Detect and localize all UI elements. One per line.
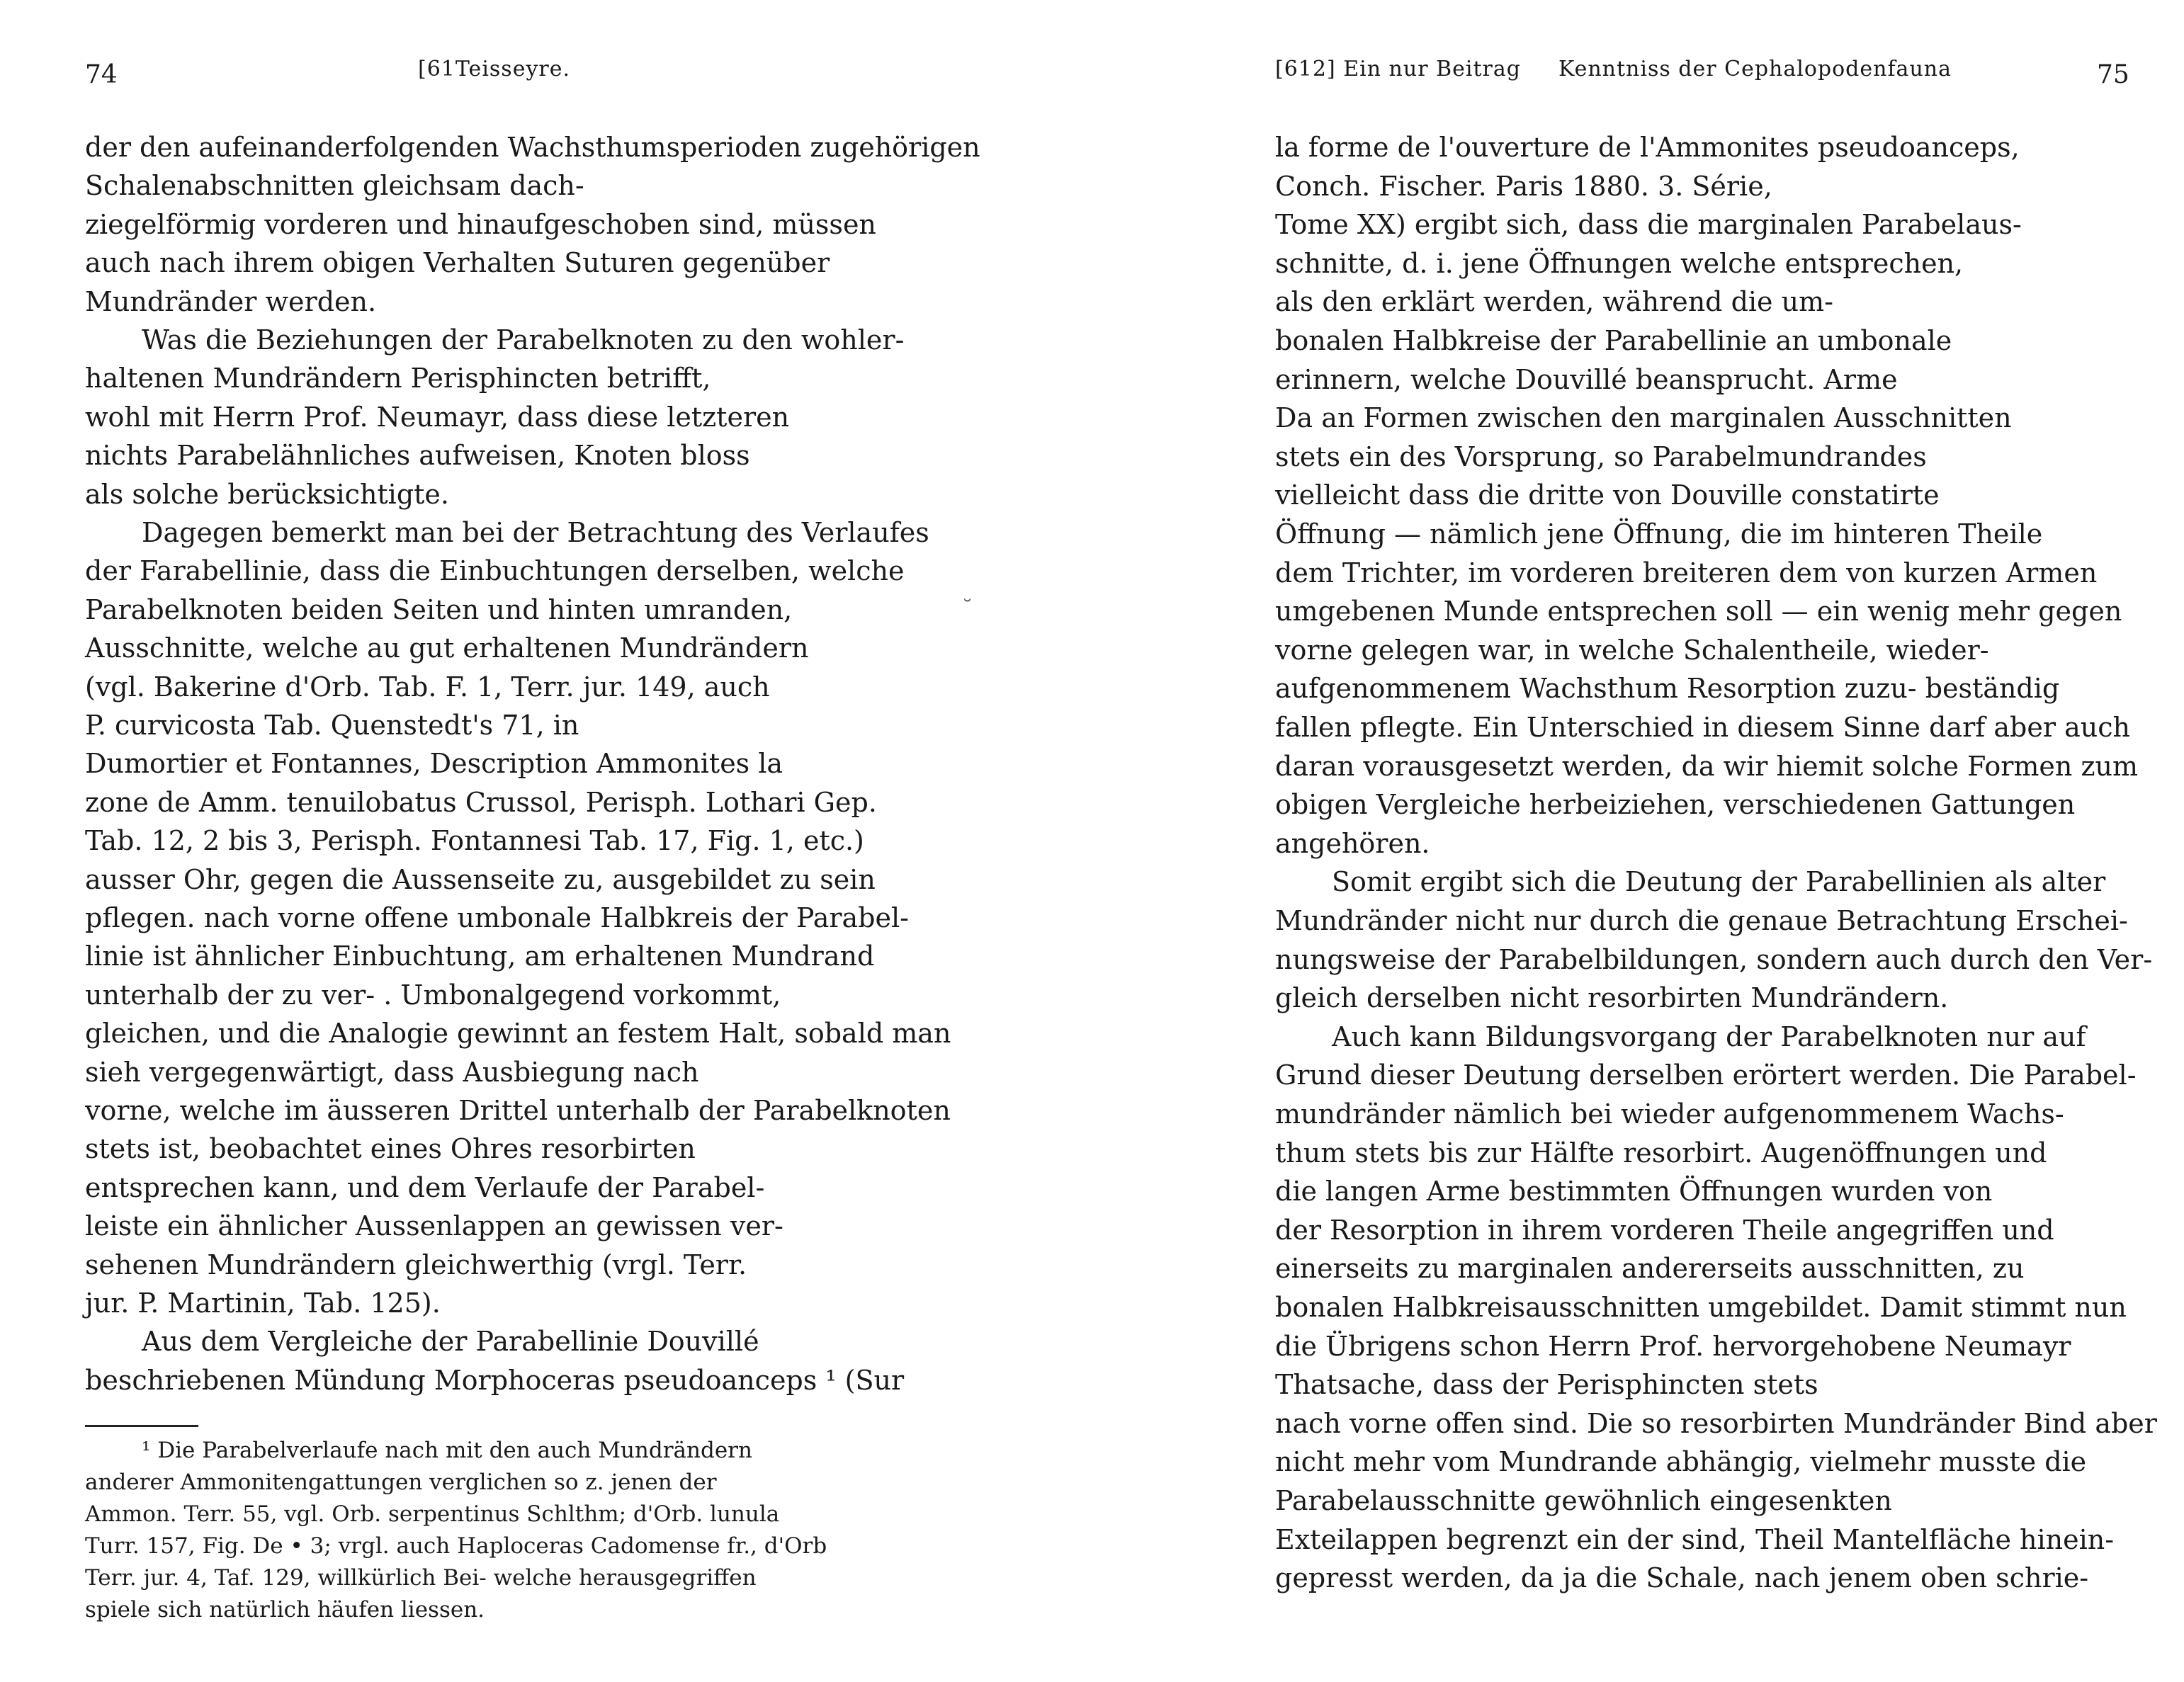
text-line: beschriebenen Mündung Morphoceras pseudoanceps ¹ (Sur <box>85 1364 905 1396</box>
text-line: als den erklärt werden, während die um- <box>1275 286 1833 318</box>
text-line: die Übrigens schon Herrn Prof. hervorgehobene Neumayr <box>1275 1330 2071 1362</box>
text-line: vielleicht dass die dritte von Douville constatirte <box>1275 479 1940 511</box>
text-line: la forme de l'ouverture de l'Ammonites pseudoanceps, <box>1275 132 2020 163</box>
text-line: sehenen Mundrändern gleichwerthig (vrgl. Terr. <box>85 1249 747 1280</box>
text-line: stets ist, beobachtet eines Ohres resorbirten <box>85 1133 696 1165</box>
right-page <box>1204 0 2184 1682</box>
text-line: bonalen Halbkreisausschnitten umgebildet. Damit stimmt nun <box>1275 1292 2127 1323</box>
text-line: angehören. <box>1275 827 1430 859</box>
text-line: der Farabellinie, dass die Einbuchtungen derselben, welche <box>85 555 905 587</box>
text-line: Tome XX) ergibt sich, dass die marginalen Parabelaus- <box>1275 209 2022 241</box>
text-line: aufgenommenem Wachsthum Resorption zuzu- beständig <box>1275 673 2060 705</box>
text-line: einerseits zu marginalen andererseits ausschnitten, zu <box>1275 1253 2025 1285</box>
text-line: gepresst werden, da ja die Schale, nach jenem oben schrie- <box>1275 1562 2089 1594</box>
text-line: Thatsache, dass der Perisphincten stets <box>1275 1369 1818 1401</box>
text-line: erinnern, welche Douvillé beansprucht. Arme <box>1275 363 1898 395</box>
text-line: sieh vergegenwärtigt, dass Ausbiegung nach <box>85 1056 699 1088</box>
footnote-line: spiele sich natürlich häufen liessen. <box>85 1597 485 1623</box>
text-line: ziegelförmig vorderen und hinaufgeschoben sind, müssen <box>85 208 876 240</box>
footnote-line: ¹ Die Parabelverlaufe nach mit den auch Mundrändern <box>142 1438 752 1463</box>
text-line: linie ist ähnlicher Einbuchtung, am erhaltenen Mundrand <box>85 941 875 972</box>
text-line: Exteilappen begrenzt ein der sind, Theil Mantelfläche hinein- <box>1275 1523 2115 1555</box>
text-line: dem Trichter, im vorderen breiteren dem von kurzen Armen <box>1275 557 2098 589</box>
text-line: nichts Parabelähnliches aufweisen, Knoten bloss <box>85 440 750 472</box>
text-line: gleich derselben nicht resorbirten Mundrändern. <box>1275 982 1949 1014</box>
text-line: Conch. Fischer. Paris 1880. 3. Série, <box>1275 170 1772 202</box>
text-line: stets ein des Vorsprung, so Parabelmundrandes <box>1275 441 1927 472</box>
footnote-rule <box>85 1425 198 1427</box>
scan-artifact: ˘ <box>962 596 973 621</box>
text-line: vorne gelegen war, in welche Schalentheile, wieder- <box>1275 634 1989 666</box>
text-line: Öffnung — nämlich jene Öffnung, die im hinteren Theile <box>1275 518 2043 550</box>
text-line: Mundränder werden. <box>85 285 377 317</box>
text-line: wohl mit Herrn Prof. Neumayr, dass diese letzteren <box>85 401 790 433</box>
text-line: mundränder nämlich bei wieder aufgenommenem Wachs- <box>1275 1098 2064 1130</box>
text-line: Schalenabschnitten gleichsam dach- <box>85 170 584 202</box>
text-line: vorne, welche im äusseren Drittel unterhalb der Parabelknoten <box>85 1095 951 1126</box>
text-line: unterhalb der zu ver- . Umbonalgegend vorkommt, <box>85 979 781 1011</box>
text-line: daran vorausgesetzt werden, da wir hiemit solche Formen zum <box>1275 750 2138 782</box>
text-line: (vgl. Bakerine d'Orb. Tab. F. 1, Terr. jur. 149, auch <box>85 671 770 703</box>
text-line: pflegen. nach vorne offene umbonale Halbkreis der Parabel- <box>85 902 909 933</box>
text-line: thum stets bis zur Hälfte resorbirt. Augenöffnungen und <box>1275 1137 2047 1169</box>
text-line: Mundränder nicht nur durch die genaue Betrachtung Erschei- <box>1275 905 2128 936</box>
text-line: jur. P. Martinin, Tab. 125). <box>85 1288 441 1319</box>
text-line: Tab. 12, 2 bis 3, Perisph. Fontannesi Tab. 17, Fig. 1, etc.) <box>85 825 864 857</box>
text-line: als solche berücksichtigte. <box>85 478 450 510</box>
footnote-line: Turr. 157, Fig. De • 3; vrgl. auch Haploceras Cadomense fr., d'Orb <box>85 1533 827 1559</box>
footnote-line: Ammon. Terr. 55, vgl. Orb. serpentinus Schlthm; d'Orb. lunula <box>85 1501 780 1527</box>
running-head-left: [612] Ein nur Beitrag <box>1275 57 1521 81</box>
text-line: schnitte, d. i. jene Öffnungen welche entsprechen, <box>1275 247 1964 279</box>
text-line: nach vorne offen sind. Die so resorbirten Mundränder Bind aber <box>1275 1407 2157 1439</box>
text-line: Grund dieser Deutung derselben erörtert werden. Die Parabel- <box>1275 1059 2137 1091</box>
text-line: bonalen Halbkreise der Parabellinie an umbonale <box>1275 325 1952 356</box>
text-line: nicht mehr vom Mundrande abhängig, vielmehr musste die <box>1275 1446 2087 1478</box>
text-line: Parabelausschnitte gewöhnlich eingesenkten <box>1275 1485 1892 1516</box>
text-line: fallen pflegte. Ein Unterschied in diesem Sinne darf aber auch <box>1275 712 2131 743</box>
page-number: 74 <box>85 60 118 89</box>
text-line: Parabelknoten beiden Seiten und hinten umranden, <box>85 593 793 625</box>
text-line: Aus dem Vergleiche der Parabellinie Douvillé <box>142 1326 759 1358</box>
text-line: umgebenen Munde entsprechen soll — ein wenig mehr gegen <box>1275 596 2122 627</box>
text-line: zone de Amm. tenuilobatus Crussol, Perisph. Lothari Gep. <box>85 786 877 818</box>
text-line: obigen Vergleiche herbeiziehen, verschiedenen Gattungen <box>1275 789 2076 821</box>
text-line: Ausschnitte, welche au gut erhaltenen Mundrändern <box>85 632 809 664</box>
text-line: die langen Arme bestimmten Öffnungen wurden von <box>1275 1176 1993 1207</box>
running-head: [61Teisseyre. <box>418 57 571 81</box>
text-line: entsprechen kann, und dem Verlaufe der Parabel- <box>85 1171 765 1203</box>
text-line: auch nach ihrem obigen Verhalten Suturen gegenüber <box>85 247 830 279</box>
text-line: Was die Beziehungen der Parabelknoten zu den wohler- <box>142 324 905 356</box>
text-line: gleichen, und die Analogie gewinnt an festem Halt, sobald man <box>85 1018 951 1050</box>
text-line: haltenen Mundrändern Perisphincten betrifft, <box>85 363 711 394</box>
text-line: ausser Ohr, gegen die Aussenseite zu, ausgebildet zu sein <box>85 863 876 895</box>
left-page <box>0 0 1006 1682</box>
book-gutter <box>1006 0 1204 1682</box>
text-line: nungsweise der Parabelbildungen, sondern auch durch den Ver- <box>1275 943 2153 975</box>
text-line: der Resorption in ihrem vorderen Theile angegriffen und <box>1275 1214 2054 1246</box>
running-head-right: Kenntniss der Cephalopodenfauna <box>1558 57 1952 81</box>
text-line: Somit ergibt sich die Deutung der Parabellinien als alter <box>1332 866 2106 898</box>
text-line: leiste ein ähnlicher Aussenlappen an gewissen ver- <box>85 1210 783 1242</box>
text-line: Dumortier et Fontannes, Description Ammonites la <box>85 748 783 780</box>
page-number: 75 <box>2097 60 2129 89</box>
text-line: Da an Formen zwischen den marginalen Ausschnitten <box>1275 402 2012 434</box>
text-line: Auch kann Bildungsvorgang der Parabelknoten nur auf <box>1332 1021 2086 1052</box>
footnote-line: Terr. jur. 4, Taf. 129, willkürlich Bei- welche herausgegriffen <box>85 1565 757 1591</box>
text-line: der den aufeinanderfolgenden Wachsthumsperioden zugehörigen <box>85 132 980 163</box>
text-line: P. curvicosta Tab. Quenstedt's 71, in <box>85 710 579 741</box>
text-line: Dagegen bemerkt man bei der Betrachtung des Verlaufes <box>142 517 929 548</box>
footnote-line: anderer Ammonitengattungen verglichen so z. jenen der <box>85 1470 717 1495</box>
